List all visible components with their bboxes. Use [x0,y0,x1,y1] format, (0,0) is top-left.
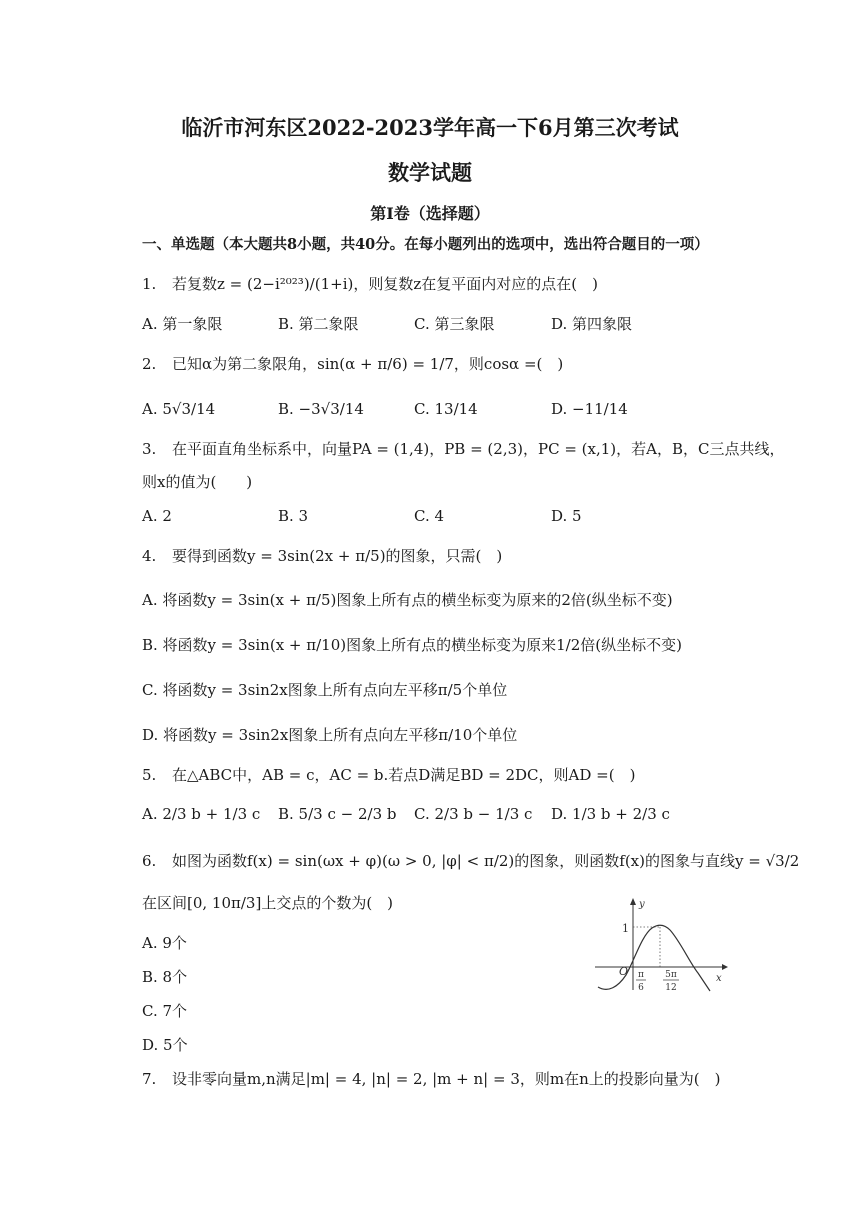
volume-heading: 第I卷（选择题） [370,204,490,223]
q2-option-b: B. −3√3/14 [278,400,364,418]
question-5 [142,764,635,786]
q6-option-a: A. 9个 [142,934,187,952]
origin-label: O [619,965,629,978]
q2-option-d: D. −11/14 [551,400,628,418]
question-1 [142,273,598,295]
question-number: 6. [142,852,157,870]
q1-option-b: B. 第二象限 [278,315,359,333]
question-6 [142,850,799,872]
exam-subtitle: 数学试题 [388,160,472,185]
x-tick-5pi-over-12-numerator: 5π [665,970,677,980]
x-axis-label: x [716,973,722,984]
q3-option-d: D. 5 [551,507,582,525]
sine-graph-figure [590,895,730,995]
q6-option-c: C. 7个 [142,1002,188,1020]
q5-option-d: D. 1/3 b + 2/3 c [551,805,670,823]
question-stem: 若复数z = (2−i²⁰²³)/(1+i)，则复数z在复平面内对应的点在( ) [172,275,598,293]
question-stem: 在△ABC中，AB = c，AC = b.若点D满足BD = 2DC，则AD =( ) [172,766,636,784]
question-stem: 如图为函数f(x) = sin(ωx + φ)(ω > 0, |φ| < π/2)的图象，则函数f(x)的图象与直线y = √3/2 [172,852,800,870]
q6-option-b: B. 8个 [142,968,188,986]
q1-option-d: D. 第四象限 [551,315,633,333]
question-stem: 要得到函数y = 3sin(2x + π/5)的图象，只需( ) [172,547,503,565]
q6-option-d: D. 5个 [142,1036,188,1054]
question-number: 4. [142,547,157,565]
section-heading: 一、单选题（本大题共8小题，共40分。在每小题列出的选项中，选出符合题目的一项） [142,236,709,253]
x-tick-pi-over-6-denominator: 6 [638,983,644,993]
question-2 [142,353,563,375]
question-stem: 已知α为第二象限角，sin(α + π/6) = 1/7，则cosα =( ) [172,355,564,373]
question-6-continued: 在区间[0, 10π/3]上交点的个数为( ) [142,894,394,912]
question-number: 2. [142,355,157,373]
q4-option-d: D. 将函数y = 3sin2x图象上所有点向左平移π/10个单位 [142,726,518,744]
q1-option-c: C. 第三象限 [414,315,495,333]
x-tick-5pi-over-12-denominator: 12 [665,983,677,993]
q4-option-a: A. 将函数y = 3sin(x + π/5)图象上所有点的横坐标变为原来的2倍(纵坐标不变) [142,591,673,609]
question-number: 5. [142,766,157,784]
q5-option-b: B. 5/3 c − 2/3 b [278,805,397,823]
q3-option-c: C. 4 [414,507,445,525]
question-7 [142,1068,720,1090]
question-number: 7. [142,1070,157,1088]
y-axis-label: y [639,899,645,910]
question-4 [142,545,502,567]
q4-option-b: B. 将函数y = 3sin(x + π/10)图象上所有点的横坐标变为原来1/2倍(纵坐标不变) [142,636,682,654]
question-3 [142,438,784,460]
question-stem: 设非零向量m,n满足|m| = 4, |n| = 2, |m + n| = 3，则m在n上的投影向量为( ) [172,1070,721,1088]
question-stem: 在平面直角坐标系中，向量PA = (1,4)，PB = (2,3)，PC = (x,1)，若A，B，C三点共线， [172,440,785,458]
x-tick-pi-over-6-numerator: π [638,970,644,980]
question-number: 3. [142,440,157,458]
y-axis-arrow [630,898,636,905]
x-axis-arrow [722,964,728,970]
sine-curve [598,925,710,991]
exam-title: 临沂市河东区2022-2023学年高一下6月第三次考试 [181,115,679,140]
q2-option-c: C. 13/14 [414,400,478,418]
q1-option-a: A. 第一象限 [142,315,223,333]
question-number: 1. [142,275,157,293]
q5-option-a: A. 2/3 b + 1/3 c [142,805,261,823]
q4-option-c: C. 将函数y = 3sin2x图象上所有点向左平移π/5个单位 [142,681,508,699]
q3-option-b: B. 3 [278,507,309,525]
q5-option-c: C. 2/3 b − 1/3 c [414,805,533,823]
y-tick-1: 1 [622,922,629,935]
question-3-continued: 则x的值为( ) [142,473,253,491]
q3-option-a: A. 2 [142,507,172,525]
q2-option-a: A. 5√3/14 [142,400,216,418]
